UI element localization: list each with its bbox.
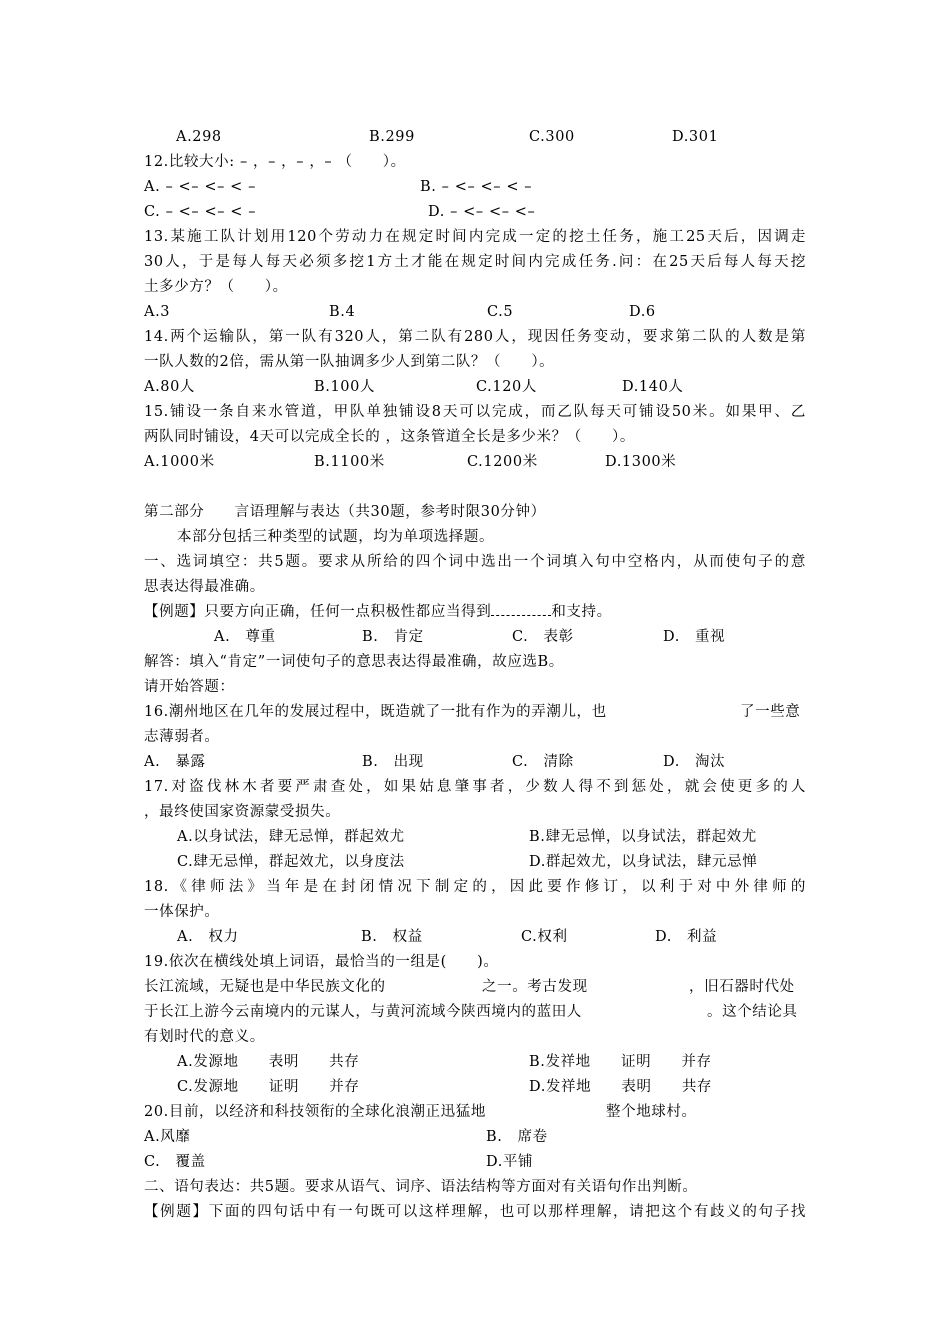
part2-intro: 本部分包括三种类型的试题，均为单项选择题。 bbox=[177, 529, 495, 545]
q15-option-a: A.1000米 bbox=[144, 454, 215, 470]
q17-option-c: C.肆无忌惮，群起效尤，以身度法 bbox=[177, 854, 405, 870]
q14-option-b: B.100人 bbox=[314, 379, 376, 395]
q15-option-d: D.1300米 bbox=[605, 454, 677, 470]
q19-passage-line-1b: 之一。考古发现 bbox=[482, 979, 588, 995]
q20-option-a: A.风靡 bbox=[144, 1129, 191, 1145]
q15-option-b: B.1100米 bbox=[314, 454, 385, 470]
q13-option-c: C.5 bbox=[487, 304, 514, 320]
part2-sec1-line-2: 思表达得最准确。 bbox=[144, 579, 265, 595]
part2-heading: 第二部分 言语理解与表达（共30题，参考时限30分钟） bbox=[144, 504, 546, 520]
q12-option-a: A. – <– <– < – bbox=[144, 179, 256, 195]
q19-passage-line-3: 有划时代的意义。 bbox=[144, 1029, 265, 1045]
q13-stem-line-3: 土多少方？（ ）。 bbox=[144, 279, 288, 295]
q17-option-b: B.肆无忌惮，以身试法，群起效尤 bbox=[529, 829, 757, 845]
q19-option-c: C.发源地 证明 并存 bbox=[177, 1079, 360, 1095]
q19-passage-line-2a: 于长江上游今云南境内的元谋人，与黄河流域今陕西境内的蓝田人 bbox=[144, 1004, 582, 1020]
q19-passage-line-1c: ，旧石器时代处 bbox=[689, 979, 795, 995]
q14-option-d: D.140人 bbox=[622, 379, 684, 395]
q20-stem-b: 整个地球村。 bbox=[606, 1104, 697, 1120]
q20-option-d: D.平铺 bbox=[486, 1154, 534, 1170]
q13-option-a: A.3 bbox=[144, 304, 171, 320]
q16-option-c: C. 清除 bbox=[512, 754, 574, 770]
q18-stem-line-2: 一体保护。 bbox=[144, 904, 220, 920]
q11-option-d: D.301 bbox=[672, 129, 719, 145]
q18-option-b: B. 权益 bbox=[361, 929, 423, 945]
q19-option-a: A.发源地 表明 共存 bbox=[177, 1054, 360, 1070]
q16-stem-line-1b: 了一些意 bbox=[740, 704, 801, 720]
q14-stem-line-1: 14.两个运输队，第一队有320人，第二队有280人，现因任务变动，要求第二队的人数是第 bbox=[144, 329, 806, 345]
sec2-example: 【例题】下面的四句话中有一句既可以这样理解，也可以那样理解，请把这个有歧义的句子找 bbox=[144, 1204, 806, 1220]
example-blank bbox=[491, 603, 551, 616]
q16-option-a: A. 暴露 bbox=[144, 754, 206, 770]
q16-stem-line-1a: 16.潮州地区在几年的发展过程中，既造就了一批有作为的弄潮儿，也 bbox=[144, 704, 607, 720]
q13-option-b: B.4 bbox=[329, 304, 356, 320]
example-stem-part-b: 和支持。 bbox=[551, 604, 612, 620]
q19-passage-line-2b: 。这个结论具 bbox=[707, 1004, 798, 1020]
q12-stem: 12.比较大小: – ，– ，– ，– （ ）。 bbox=[144, 154, 406, 170]
q12-option-c: C. – <– <– < – bbox=[144, 204, 257, 220]
example-option-d: D. 重视 bbox=[663, 629, 726, 645]
q17-option-a: A.以身试法，肆无忌惮，群起效尤 bbox=[177, 829, 405, 845]
q16-option-b: B. 出现 bbox=[362, 754, 424, 770]
q18-option-c: C.权利 bbox=[521, 929, 568, 945]
sec2-heading: 二、语句表达：共5题。要求从语气、词序、语法结构等方面对有关语句作出判断。 bbox=[144, 1179, 698, 1195]
example-option-c: C. 表彰 bbox=[512, 629, 574, 645]
q18-option-d: D. 利益 bbox=[655, 929, 718, 945]
q15-stem-line-2: 两队同时铺设，4天可以完成全长的 ，这条管道全长是多少米？（ ）。 bbox=[144, 429, 635, 445]
q16-option-d: D. 淘汰 bbox=[663, 754, 726, 770]
q17-stem-line-2: ，最终使国家资源蒙受损失。 bbox=[144, 804, 341, 820]
q13-stem-line-1: 13.某施工队计划用120个劳动力在规定时间内完成一定的挖土任务，施工25天后，因调走 bbox=[144, 229, 806, 245]
q15-stem-line-1: 15.铺设一条自来水管道，甲队单独铺设8天可以完成，而乙队每天可铺设50米。如果甲、乙 bbox=[144, 404, 806, 420]
q12-option-b: B. – <– <– < – bbox=[420, 179, 533, 195]
q19-passage-line-1a: 长江流域，无疑也是中华民族文化的 bbox=[144, 979, 386, 995]
q14-option-c: C.120人 bbox=[476, 379, 537, 395]
q20-option-b: B. 席卷 bbox=[486, 1129, 548, 1145]
part2-sec1-line-1: 一、选词填空：共5题。要求从所给的四个词中选出一个词填入句中空格内，从而使句子的意 bbox=[144, 554, 806, 570]
example-stem-part-a: 【例题】只要方向正确，任何一点积极性都应当得到 bbox=[144, 604, 492, 620]
example-stem bbox=[144, 603, 612, 621]
q20-option-c: C. 覆盖 bbox=[144, 1154, 206, 1170]
start-prompt: 请开始答题： bbox=[144, 679, 235, 695]
q16-stem-line-2: 志薄弱者。 bbox=[144, 729, 220, 745]
q11-option-b: B.299 bbox=[369, 129, 415, 145]
q18-stem-line-1: 18.《律师法》当年是在封闭情况下制定的，因此要作修订，以利于对中外律师的 bbox=[144, 879, 806, 895]
q19-option-d: D.发祥地 表明 共存 bbox=[529, 1079, 713, 1095]
q15-option-c: C.1200米 bbox=[467, 454, 538, 470]
q17-option-d: D.群起效尤，以身试法，肆元忌惮 bbox=[529, 854, 758, 870]
q11-option-a: A.298 bbox=[176, 129, 222, 145]
q11-option-c: C.300 bbox=[529, 129, 575, 145]
example-option-a: A. 尊重 bbox=[214, 629, 276, 645]
q19-option-b: B.发祥地 证明 并存 bbox=[529, 1054, 712, 1070]
q12-option-d: D. – <– <– <– bbox=[428, 204, 536, 220]
q13-stem-line-2: 30人，于是每人每天必须多挖1方土才能在规定时间内完成任务.问：在25天后每人每天挖 bbox=[144, 254, 806, 270]
q19-stem: 19.依次在横线处填上词语，最恰当的一组是( )。 bbox=[144, 954, 499, 970]
example-option-b: B. 肯定 bbox=[362, 629, 424, 645]
q13-option-d: D.6 bbox=[629, 304, 656, 320]
q18-option-a: A. 权力 bbox=[177, 929, 239, 945]
example-answer: 解答：填入“肯定”一词使句子的意思表达得最准确，故应选B。 bbox=[144, 654, 564, 670]
q14-stem-line-2: 一队人数的2倍，需从第一队抽调多少人到第二队？（ ）。 bbox=[144, 354, 555, 370]
q14-option-a: A.80人 bbox=[144, 379, 196, 395]
q17-stem-line-1: 17.对盗伐林木者要严肃查处，如果姑息肇事者，少数人得不到惩处，就会使更多的人 bbox=[144, 779, 806, 795]
q20-stem-a: 20.目前，以经济和科技领衔的全球化浪潮正迅猛地 bbox=[144, 1104, 486, 1120]
